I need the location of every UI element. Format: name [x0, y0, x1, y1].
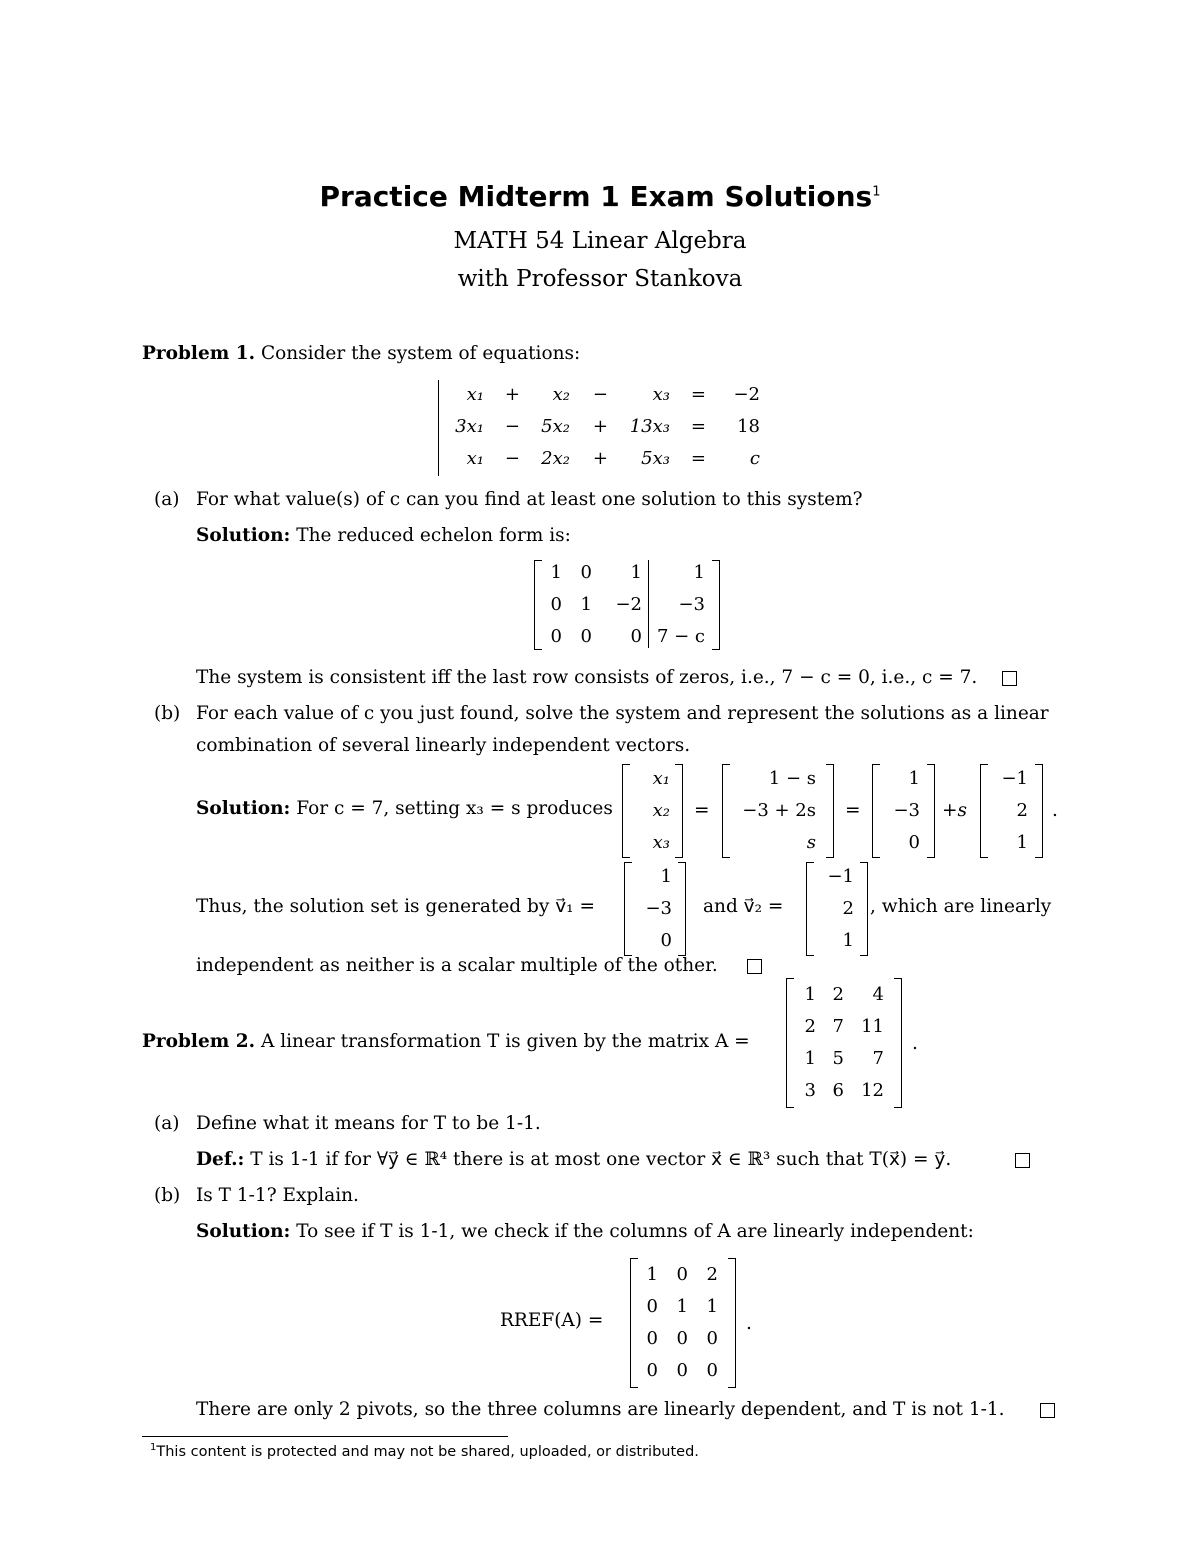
def-label: Def.:: [196, 1149, 245, 1170]
period: .: [912, 1033, 918, 1054]
matrix-cell: 5: [832, 1048, 844, 1069]
footnote-rule: [142, 1436, 508, 1437]
matrix-cell: 1: [706, 1296, 718, 1317]
matrix-cell: 1: [550, 562, 562, 583]
matrix-cell: 11: [861, 1016, 884, 1037]
independent-text: independent as neither is a scalar multiple of the other.: [196, 955, 718, 976]
vector-bracket: [722, 764, 730, 858]
eq-term: x₂: [552, 384, 570, 405]
matrix-cell: 6: [832, 1080, 844, 1101]
matrix-cell: 0: [550, 626, 562, 647]
eq-op: −: [504, 416, 520, 437]
problem2-label: Problem 2.: [142, 1031, 256, 1052]
vector-bracket: [872, 764, 880, 858]
vector-bracket: [624, 862, 632, 956]
solution-intro: The reduced echelon form is:: [296, 525, 571, 546]
solution-text: To see if T is 1-1, we check if the columns of A are linearly independent:: [296, 1221, 974, 1242]
problem1-intro: Consider the system of equations:: [260, 343, 581, 364]
vector-bracket: [927, 764, 935, 858]
p2-part-b-question: Is T 1-1? Explain.: [196, 1185, 359, 1206]
matrix-cell: 7 − c: [656, 626, 705, 647]
qed-square-icon: [1002, 670, 1017, 689]
matrix-cell: 0: [676, 1328, 688, 1349]
vector-bracket: [678, 862, 686, 956]
eq-op: +: [592, 416, 608, 437]
p2-definition: [196, 1149, 951, 1170]
p2-part-b-marker: (b): [154, 1185, 181, 1206]
eq-term: 2x₂: [541, 448, 570, 469]
matrix-cell: 0: [630, 626, 642, 647]
matrix-cell: 0: [646, 1296, 658, 1317]
matrix-cell: 1: [630, 562, 642, 583]
footnote-mark: 1: [150, 1442, 157, 1453]
matrix-cell: 1: [804, 984, 816, 1005]
matrix-cell: 0: [550, 594, 562, 615]
part-b-question-line1: For each value of c you just found, solve the system and represent the solutions as a linear: [196, 703, 1049, 724]
eq-op: +: [592, 448, 608, 469]
matrix-cell: 3: [804, 1080, 816, 1101]
problem2-intro: A linear transformation T is given by the matrix A =: [260, 1031, 750, 1052]
matrix-cell: 12: [861, 1080, 884, 1101]
vector-entry: 0: [908, 832, 920, 853]
footnote: [150, 1442, 699, 1460]
vector-bracket: [806, 862, 814, 956]
eq-rhs: 18: [737, 416, 760, 437]
vector-bracket: [622, 764, 630, 858]
part-a-conclusion: The system is consistent iff the last row consists of zeros, i.e., 7 − c = 0, i.e., c = 7.: [196, 667, 978, 688]
vector-bracket: [860, 862, 868, 956]
plus-s: +s: [942, 800, 967, 821]
vector-entry: −1: [827, 866, 854, 887]
footnote-mark: 1: [872, 184, 881, 200]
period: .: [746, 1313, 752, 1334]
thus-text: Thus, the solution set is generated by v⃗₁ =: [196, 896, 595, 917]
vector-entry: 2: [842, 898, 854, 919]
matrix-cell: 1: [646, 1264, 658, 1285]
vector-entry: 1: [660, 866, 672, 887]
matrix-cell: 0: [580, 626, 592, 647]
period: .: [1052, 800, 1058, 821]
vector-bracket: [826, 764, 834, 858]
system-bar: [438, 380, 439, 476]
matrix-cell: 0: [676, 1264, 688, 1285]
vector-entry: 1 − s: [768, 768, 816, 789]
part-b-solution: [196, 798, 613, 819]
instructor: with Professor Stankova: [457, 266, 743, 292]
vector-entry: x₃: [652, 832, 670, 853]
course-name: MATH 54 Linear Algebra: [453, 228, 747, 254]
footnote-text: This content is protected and may not be shared, uploaded, or distributed.: [156, 1443, 699, 1460]
vector-entry: s: [806, 832, 816, 853]
eq-term: 13x₃: [629, 416, 670, 437]
matrix-cell: 7: [872, 1048, 884, 1069]
part-b-question-line2: combination of several linearly independent vectors.: [196, 735, 691, 756]
solution-label: Solution:: [196, 525, 291, 546]
part-b-marker: (b): [154, 703, 181, 724]
matrix-bracket: [630, 1258, 638, 1388]
qed-square-icon: [1015, 1152, 1030, 1171]
eq-term: x₃: [652, 384, 670, 405]
eq-op: −: [592, 384, 608, 405]
eq-term: 5x₂: [541, 416, 570, 437]
eq-rhs: −2: [733, 384, 760, 405]
vector-bracket: [980, 764, 988, 858]
eq-op: =: [690, 416, 706, 437]
def-text: T is 1-1 if for ∀y⃗ ∈ ℝ⁴ there is at most one vector x⃗ ∈ ℝ³ such that T(x⃗) = y⃗.: [250, 1149, 952, 1170]
vector-entry: x₂: [652, 800, 670, 821]
vector-entry: −1: [1001, 768, 1028, 789]
qed-square-icon: [1040, 1402, 1055, 1421]
and-text: and v⃗₂ =: [703, 896, 784, 917]
eq-term: 5x₃: [641, 448, 670, 469]
matrix-cell: 0: [646, 1328, 658, 1349]
eq-term: 3x₁: [455, 416, 484, 437]
vector-entry: 0: [660, 930, 672, 951]
matrix-cell: 2: [804, 1016, 816, 1037]
rref-label: RREF(A) =: [500, 1310, 604, 1331]
part-a-marker: (a): [154, 489, 180, 510]
matrix-cell: 1: [676, 1296, 688, 1317]
matrix-cell: −3: [678, 594, 705, 615]
p2-part-b-solution: [196, 1221, 974, 1242]
eq-op: +: [504, 384, 520, 405]
matrix-cell: 0: [580, 562, 592, 583]
vector-entry: 2: [1016, 800, 1028, 821]
problem1-label: Problem 1.: [142, 343, 256, 364]
equals-sign: =: [845, 800, 861, 821]
solution-text: For c = 7, setting x₃ = s produces: [296, 798, 613, 819]
matrix-cell: 2: [706, 1264, 718, 1285]
eq-op: =: [690, 448, 706, 469]
vector-entry: −3 + 2s: [742, 800, 816, 821]
matrix-cell: 1: [804, 1048, 816, 1069]
rref-augment-bar: [648, 560, 649, 648]
problem2-heading: [142, 1031, 750, 1052]
matrix-bracket: [894, 978, 902, 1108]
matrix-cell: 0: [676, 1360, 688, 1381]
matrix-cell: 1: [580, 594, 592, 615]
eq-op: −: [504, 448, 520, 469]
p2-part-a-marker: (a): [154, 1113, 180, 1134]
which-text: , which are linearly: [870, 896, 1052, 917]
eq-term: x₁: [466, 448, 484, 469]
vector-entry: 1: [842, 930, 854, 951]
vector-entry: x₁: [652, 768, 670, 789]
matrix-cell: 4: [872, 984, 884, 1005]
p2-part-a-question: Define what it means for T to be 1-1.: [196, 1113, 541, 1134]
vector-entry: 1: [908, 768, 920, 789]
eq-rhs: c: [749, 448, 760, 469]
vector-bracket: [1035, 764, 1043, 858]
solution-label: Solution:: [196, 1221, 291, 1242]
matrix-cell: 0: [646, 1360, 658, 1381]
matrix-bracket: [728, 1258, 736, 1388]
eq-term: x₁: [466, 384, 484, 405]
vector-entry: −3: [645, 898, 672, 919]
problem1-heading: [142, 343, 580, 364]
matrix-cell: 0: [706, 1328, 718, 1349]
vector-bracket: [675, 764, 683, 858]
part-a-question: For what value(s) of c can you find at least one solution to this system?: [196, 489, 863, 510]
solution-label: Solution:: [196, 798, 291, 819]
eq-op: =: [690, 384, 706, 405]
p2-conclusion: There are only 2 pivots, so the three columns are linearly dependent, and T is not 1-1.: [196, 1399, 1005, 1420]
matrix-cell: 2: [832, 984, 844, 1005]
page-title: Practice Midterm 1 Exam Solutions$^1$: [319, 180, 881, 213]
vector-entry: 1: [1016, 832, 1028, 853]
matrix-cell: 7: [832, 1016, 844, 1037]
qed-square-icon: [747, 958, 762, 977]
matrix-bracket: [786, 978, 794, 1108]
matrix-cell: −2: [615, 594, 642, 615]
part-a-solution: [196, 525, 571, 546]
matrix-cell: 0: [706, 1360, 718, 1381]
vector-entry: −3: [893, 800, 920, 821]
matrix-cell: 1: [693, 562, 705, 583]
equals-sign: =: [694, 800, 710, 821]
rref-right-bracket: [712, 560, 720, 650]
